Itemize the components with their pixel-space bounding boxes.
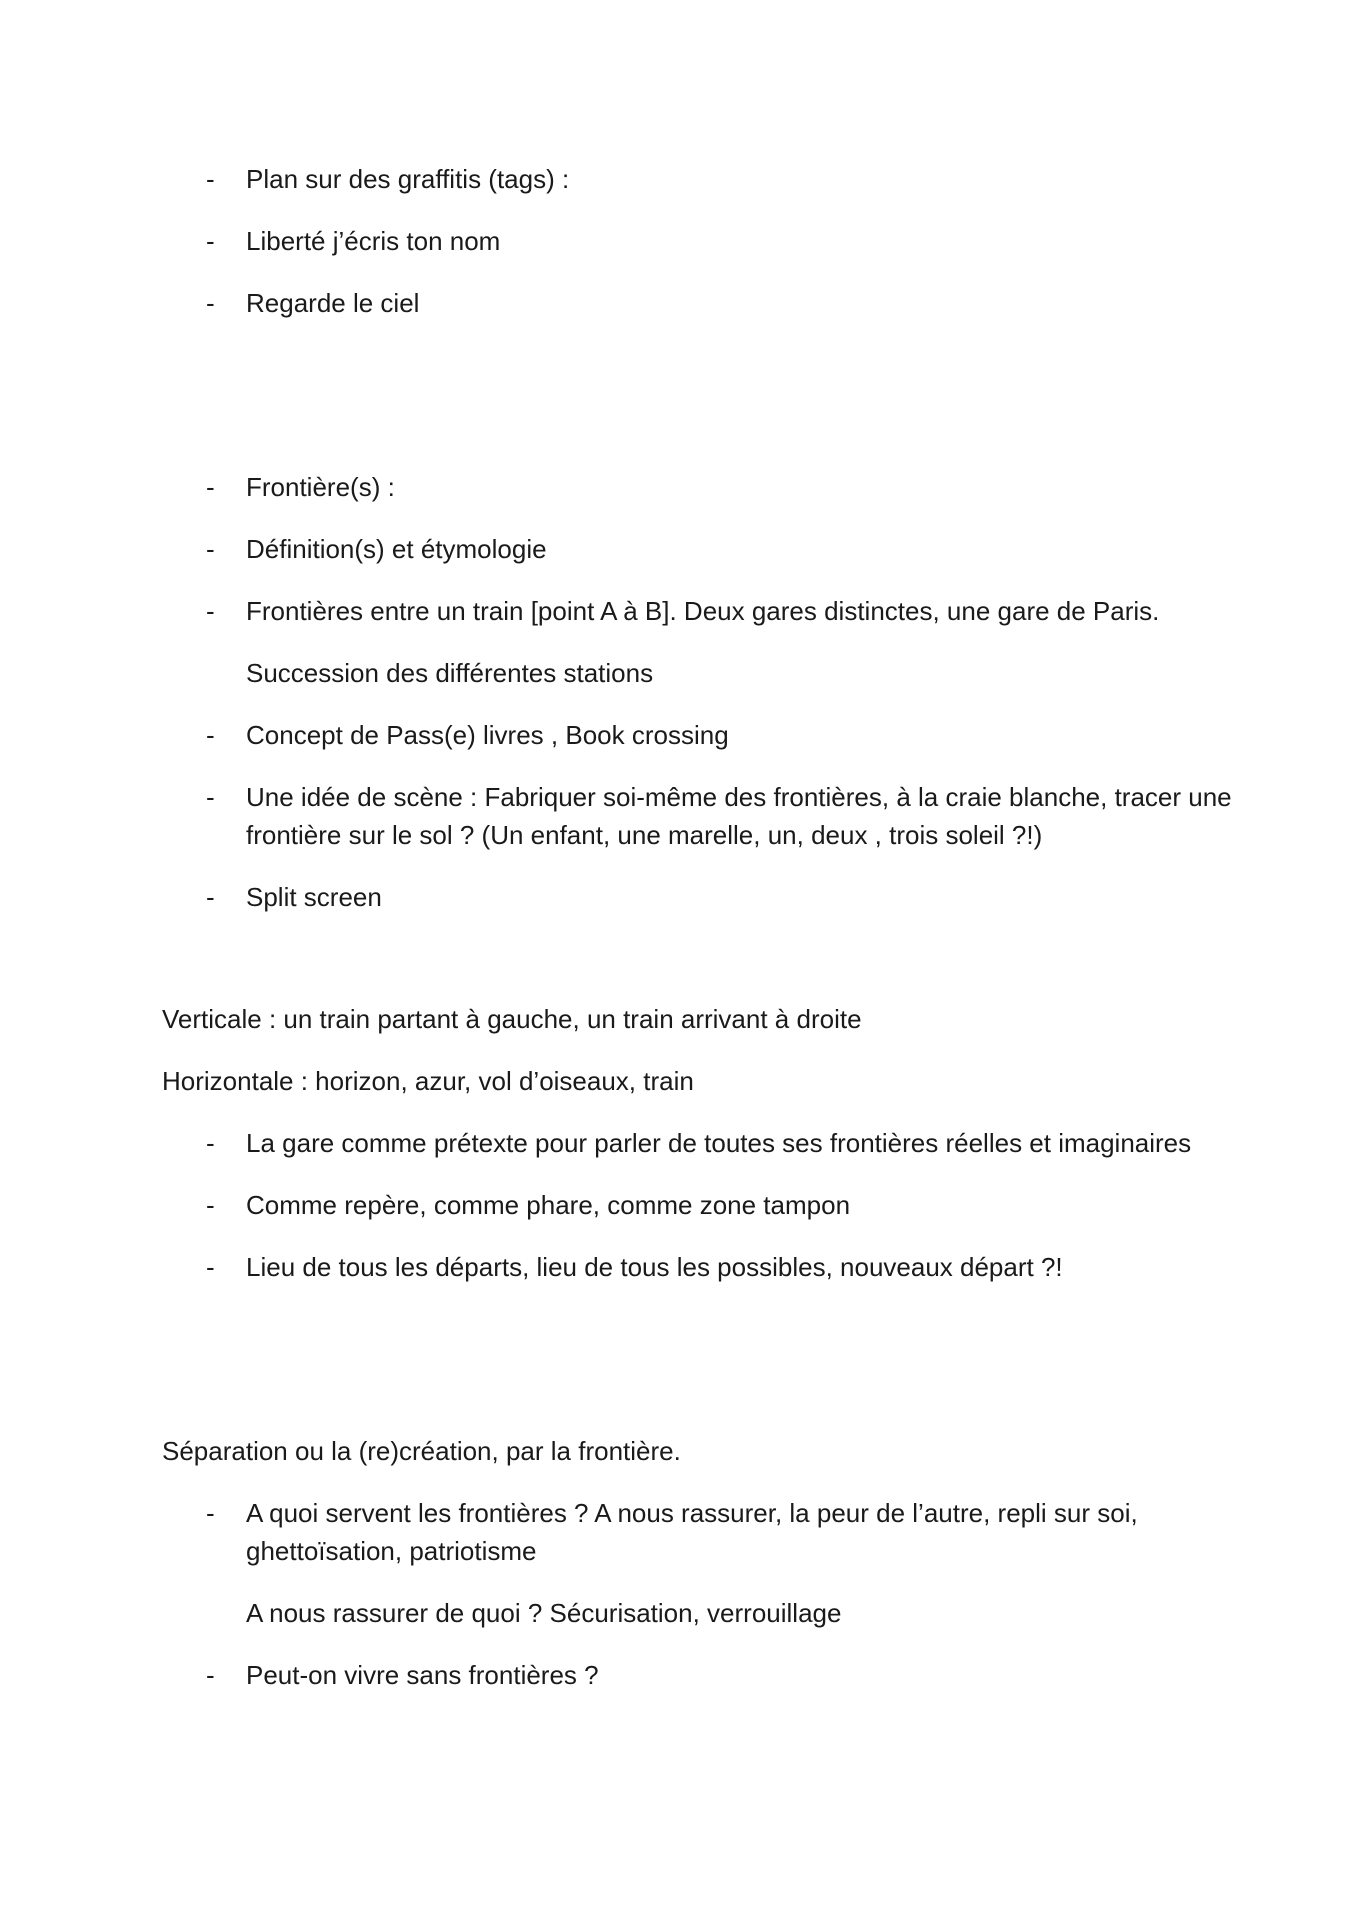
bullet-item: Lieu de tous les départs, lieu de tous les possibles, nouveaux départ ?! [246, 1252, 1063, 1282]
paragraph: Séparation ou la (re)création, par la frontière. [162, 1436, 681, 1466]
bullet-dash: - [206, 534, 215, 564]
bullet-continuation: A nous rassurer de quoi ? Sécurisation, verrouillage [246, 1598, 842, 1628]
bullet-dash: - [206, 226, 215, 256]
bullet-item: La gare comme prétexte pour parler de toutes ses frontières réelles et imaginaires [246, 1128, 1192, 1158]
bullet-item: Split screen [246, 882, 382, 912]
bullet-dash: - [206, 288, 215, 318]
bullet-dash: - [206, 882, 215, 912]
bullet-dash: - [206, 782, 215, 812]
bullet-continuation: ghettoïsation, patriotisme [246, 1536, 537, 1566]
bullet-dash: - [206, 1252, 215, 1282]
bullet-dash: - [206, 720, 215, 750]
bullet-dash: - [206, 164, 215, 194]
bullet-dash: - [206, 1128, 215, 1158]
bullet-dash: - [206, 596, 215, 626]
bullet-item: Comme repère, comme phare, comme zone tampon [246, 1190, 851, 1220]
bullet-item: Une idée de scène : Fabriquer soi-même des frontières, à la craie blanche, tracer une [246, 782, 1232, 812]
bullet-item: Plan sur des graffitis (tags) : [246, 164, 570, 194]
bullet-item: Peut-on vivre sans frontières ? [246, 1660, 599, 1690]
bullet-item: Frontière(s) : [246, 472, 395, 502]
bullet-item: Liberté j’écris ton nom [246, 226, 501, 256]
bullet-dash: - [206, 1498, 215, 1528]
bullet-continuation: frontière sur le sol ? (Un enfant, une marelle, un, deux , trois soleil ?!) [246, 820, 1043, 850]
bullet-dash: - [206, 1660, 215, 1690]
bullet-item: A quoi servent les frontières ? A nous rassurer, la peur de l’autre, repli sur soi, [246, 1498, 1138, 1528]
bullet-item: Regarde le ciel [246, 288, 420, 318]
bullet-item: Frontières entre un train [point A à B]. Deux gares distinctes, une gare de Paris. [246, 596, 1160, 626]
bullet-dash: - [206, 1190, 215, 1220]
paragraph: Verticale : un train partant à gauche, un train arrivant à droite [162, 1004, 862, 1034]
bullet-dash: - [206, 472, 215, 502]
bullet-item: Définition(s) et étymologie [246, 534, 547, 564]
bullet-continuation: Succession des différentes stations [246, 658, 654, 688]
bullet-item: Concept de Pass(e) livres , Book crossing [246, 720, 729, 750]
paragraph: Horizontale : horizon, azur, vol d’oiseaux, train [162, 1066, 694, 1096]
